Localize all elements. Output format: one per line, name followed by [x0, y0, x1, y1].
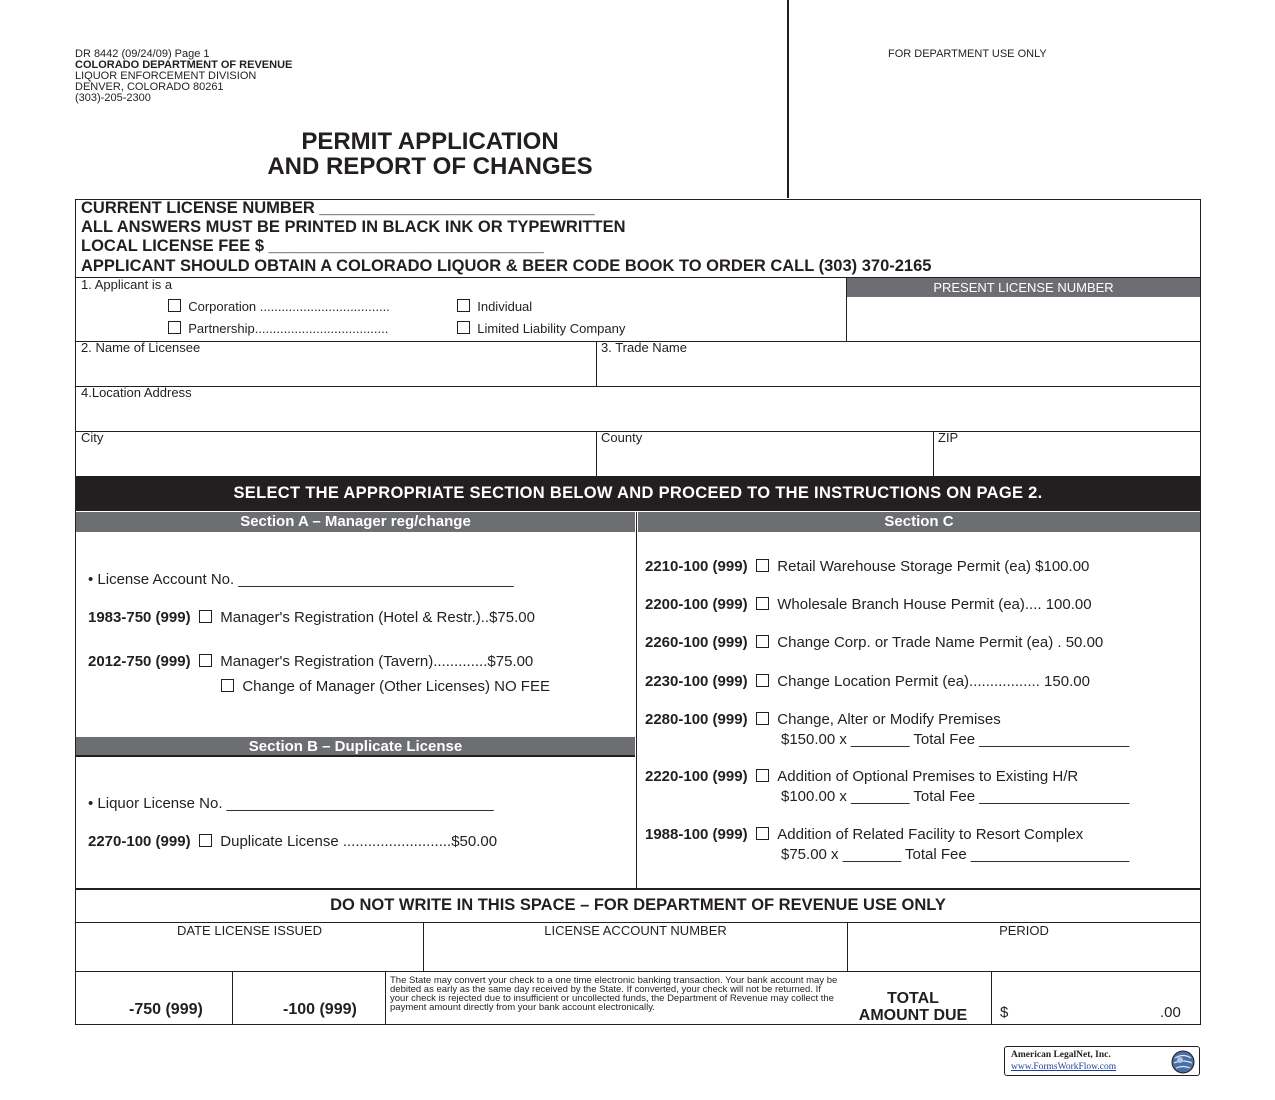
partnership-checkbox[interactable] — [168, 321, 181, 334]
section-a-item-1983[interactable]: 1983-750 (999) Manager's Registration (Hotel & Restr.)..$75.00 — [88, 609, 535, 626]
checkbox-2220[interactable] — [756, 769, 769, 782]
zip-label: ZIP — [938, 430, 959, 445]
checkbox-2200[interactable] — [756, 597, 769, 610]
applicant-type-label: 1. Applicant is a — [81, 277, 173, 292]
present-license-number-header: PRESENT LICENSE NUMBER — [847, 278, 1200, 297]
section-a-header: Section A – Manager reg/change — [76, 512, 635, 532]
black-ink-notice: ALL ANSWERS MUST BE PRINTED IN BLACK INK OR TYPEWRITTEN — [81, 218, 626, 236]
county-field[interactable] — [598, 446, 932, 474]
period-label: PERIOD — [999, 923, 1049, 938]
department-phone: (303)-205-2300 — [75, 92, 151, 104]
globe-icon — [1170, 1049, 1196, 1075]
electronic-check-notice: The State may convert your check to a one time electronic banking transaction. Your bank account may be debited as early as the same day received by the State. If converted, your check will not be returned. If your check is rejected due to insufficient or uncollected funds, the Department of Revenue may collect the payment amount directly from your bank account electronically. — [390, 975, 838, 1013]
section-a-change-manager[interactable]: Change of Manager (Other Licenses) NO FEE — [221, 678, 550, 695]
total-amount-field[interactable] — [1012, 975, 1157, 1021]
section-c-item-2280[interactable]: 2280-100 (999) Change, Alter or Modify Premises — [645, 711, 1001, 728]
checkbox-2210[interactable] — [756, 559, 769, 572]
dept-use-label: FOR DEPARTMENT USE ONLY — [888, 48, 1047, 60]
code-book-notice: APPLICANT SHOULD OBTAIN A COLORADO LIQUOR & BEER CODE BOOK TO ORDER CALL (303) 370-2165 — [81, 257, 932, 275]
checkbox-1988[interactable] — [756, 827, 769, 840]
header-divider — [787, 0, 789, 198]
section-a-item-2012[interactable]: 2012-750 (999) Manager's Registration (Tavern).............$75.00 — [88, 653, 534, 670]
code-100: -100 (999) — [283, 1001, 357, 1018]
zip-field[interactable] — [935, 446, 1199, 474]
american-legalnet-logo[interactable] — [1004, 1046, 1200, 1076]
form-title-line1: PERMIT APPLICATION — [301, 128, 559, 155]
location-address-field[interactable] — [77, 400, 1199, 430]
section-c-item-2200[interactable]: 2200-100 (999) Wholesale Branch House Permit (ea).... 100.00 — [645, 596, 1092, 613]
licensee-name-label: 2. Name of Licensee — [81, 340, 201, 355]
corporation-checkbox[interactable] — [168, 299, 181, 312]
section-c-item-2230[interactable]: 2230-100 (999) Change Location Permit (ea)................. 150.00 — [645, 673, 1090, 690]
individual-option[interactable]: Individual — [457, 299, 532, 314]
checkbox-2280[interactable] — [756, 712, 769, 725]
individual-checkbox[interactable] — [457, 299, 470, 312]
city-field[interactable] — [77, 446, 595, 474]
section-c-item-2260[interactable]: 2260-100 (999) Change Corp. or Trade Name Permit (ea) . 50.00 — [645, 634, 1104, 651]
checkbox-2230[interactable] — [756, 674, 769, 687]
section-c-item-2210[interactable]: 2210-100 (999) Retail Warehouse Storage Permit (ea) $100.00 — [645, 558, 1090, 575]
section-c-item-2280-fee[interactable]: $150.00 x _______ Total Fee __________________ — [781, 731, 1130, 748]
total-amount-due-label: TOTAL AMOUNT DUE — [858, 990, 968, 1024]
checkbox-2012[interactable] — [199, 654, 212, 667]
total-dollar-sign: $ — [1000, 1004, 1009, 1021]
department-city: DENVER, COLORADO 80261 — [75, 81, 224, 93]
trade-name-field[interactable] — [598, 356, 1199, 385]
llc-checkbox[interactable] — [457, 321, 470, 334]
form-title-line2: AND REPORT OF CHANGES — [267, 153, 593, 180]
section-c-item-1988[interactable]: 1988-100 (999) Addition of Related Facility to Resort Complex — [645, 826, 1084, 843]
code-750: -750 (999) — [129, 1001, 203, 1018]
date-license-issued-label: DATE LICENSE ISSUED — [177, 923, 322, 938]
section-c-item-2220[interactable]: 2220-100 (999) Addition of Optional Premises to Existing H/R — [645, 768, 1079, 785]
city-label: City — [81, 430, 104, 445]
checkbox-change-manager[interactable] — [221, 679, 234, 692]
county-label: County — [601, 430, 643, 445]
present-license-number-field[interactable] — [847, 298, 1200, 340]
corporation-option[interactable]: Corporation .................................... — [168, 299, 390, 314]
department-name: COLORADO DEPARTMENT OF REVENUE — [75, 59, 293, 71]
dept-use-title: DO NOT WRITE IN THIS SPACE – FOR DEPARTMENT OF REVENUE USE ONLY — [330, 896, 946, 914]
partnership-option[interactable]: Partnership..................................... — [168, 321, 388, 336]
division-name: LIQUOR ENFORCEMENT DIVISION — [75, 70, 257, 82]
current-license-number-line[interactable]: CURRENT LICENSE NUMBER ______________________________ — [81, 199, 595, 217]
license-account-number-label: LICENSE ACCOUNT NUMBER — [544, 923, 727, 938]
section-c-item-1988-fee[interactable]: $75.00 x _______ Total Fee ___________________ — [781, 846, 1130, 863]
logo-url[interactable]: www.FormsWorkFlow.com — [1011, 1062, 1117, 1072]
logo-company: American LegalNet, Inc. — [1011, 1050, 1111, 1060]
liquor-license-no-field[interactable]: • Liquor License No. ________________________________ — [88, 795, 494, 812]
total-cents: .00 — [1160, 1004, 1181, 1021]
form-id: DR 8442 (09/24/09) Page 1 — [75, 48, 210, 60]
checkbox-1983[interactable] — [199, 610, 212, 623]
checkbox-2270[interactable] — [199, 834, 212, 847]
llc-option[interactable]: Limited Liability Company — [457, 321, 625, 336]
licensee-name-field[interactable] — [77, 356, 595, 385]
section-c-item-2220-fee[interactable]: $100.00 x _______ Total Fee __________________ — [781, 788, 1130, 805]
section-b-item-2270[interactable]: 2270-100 (999) Duplicate License ..........................$50.00 — [88, 833, 498, 850]
license-account-no-field[interactable]: • License Account No. _________________________________ — [88, 571, 514, 588]
trade-name-label: 3. Trade Name — [601, 340, 687, 355]
section-divider — [636, 512, 637, 888]
checkbox-2260[interactable] — [756, 635, 769, 648]
local-license-fee-line[interactable]: LOCAL LICENSE FEE $ ______________________________ — [81, 237, 544, 255]
section-c-header: Section C — [638, 512, 1200, 532]
location-address-label: 4.Location Address — [81, 385, 192, 400]
section-b-header: Section B – Duplicate License — [76, 737, 635, 757]
instruction-bar: SELECT THE APPROPRIATE SECTION BELOW AND PROCEED TO THE INSTRUCTIONS ON PAGE 2. — [76, 476, 1200, 511]
